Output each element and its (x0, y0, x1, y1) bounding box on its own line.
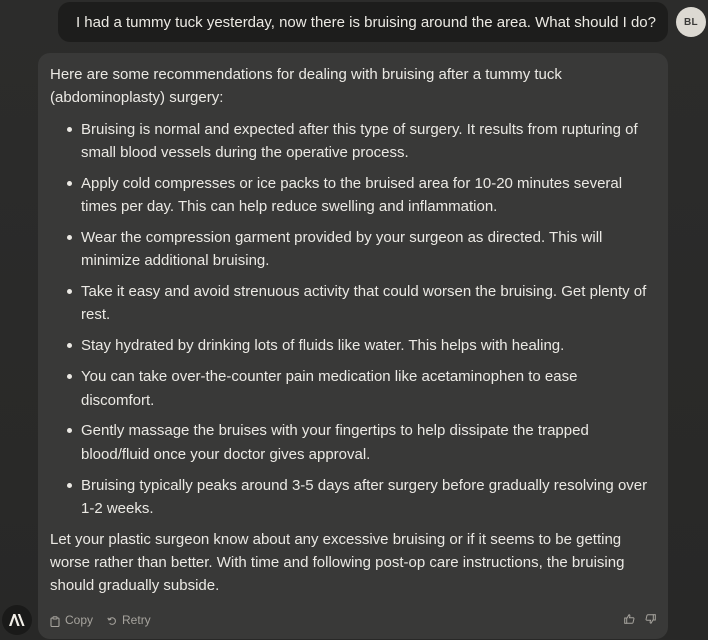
recommendation-list (50, 118, 654, 521)
list-item: Bruising is normal and expected after this type of surgery. It results from rupturing of small blood vessels during the operative process. (50, 118, 654, 165)
list-item: Apply cold compresses or ice packs to the bruised area for 10-20 minutes several times per day. This can help reduce swelling and inflammation. (50, 172, 654, 219)
clipboard-icon (50, 616, 60, 627)
copy-label: Copy (65, 613, 94, 628)
retry-icon (107, 616, 117, 626)
assistant-intro: Here are some recommendations for dealing with bruising after a tummy tuck (abdominoplasty) surgery: (50, 66, 562, 107)
feedback-buttons (624, 609, 656, 632)
message-actions (50, 613, 656, 629)
assistant-message (38, 53, 668, 639)
list-item: Take it easy and avoid strenuous activity that could worsen the bruising. Get plenty of rest. (50, 280, 654, 327)
thumbs-down-icon[interactable] (645, 609, 656, 632)
user-message (58, 2, 668, 42)
user-message-text: I had a tummy tuck yesterday, now there is bruising around the area. What should I do? (75, 13, 656, 31)
retry-button[interactable] (107, 609, 151, 632)
list-item: Bruising typically peaks around 3-5 days after surgery before gradually resolving over 1-2 weeks. (50, 474, 654, 521)
copy-button[interactable] (50, 609, 93, 632)
assistant-outro: Let your plastic surgeon know about any excessive bruising or if it seems to be getting worse rather than better. With time and following post-op care instructions, the bruising should gradually subside. (50, 530, 625, 595)
list-item: Gently massage the bruises with your fingertips to help dissipate the trapped blood/fluid once your doctor gives approval. (50, 419, 654, 466)
retry-label: Retry (122, 613, 151, 628)
list-item: Stay hydrated by drinking lots of fluids like water. This helps with healing. (50, 334, 654, 357)
user-avatar[interactable] (676, 7, 706, 37)
user-avatar-initials: BL (684, 16, 698, 28)
thumbs-up-icon[interactable] (624, 609, 635, 632)
anthropic-logo (2, 605, 32, 635)
list-item: Wear the compression garment provided by your surgeon as directed. This will minimize additional bruising. (50, 226, 654, 273)
list-item: You can take over-the-counter pain medication like acetaminophen to ease discomfort. (50, 365, 654, 412)
